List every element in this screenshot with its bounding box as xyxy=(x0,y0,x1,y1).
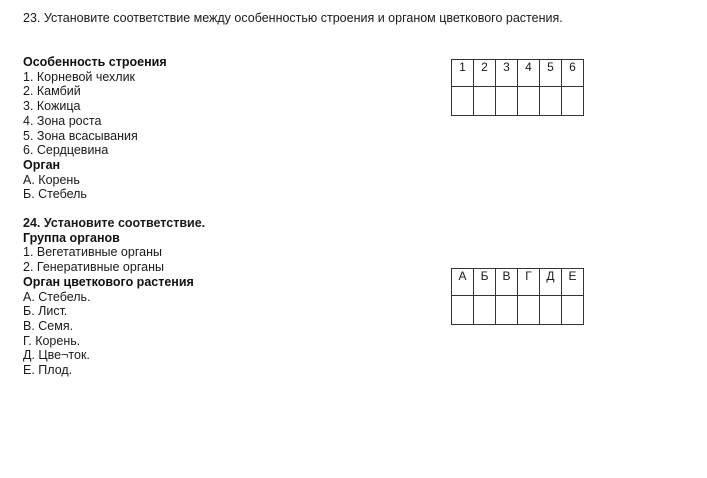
answer-table-header-row xyxy=(452,269,584,296)
question-23-title: 23. Установите соответствие между особенностью строения и органом цветкового растения. xyxy=(23,11,563,25)
answer-input-cell[interactable] xyxy=(474,296,496,325)
answer-input-cell[interactable] xyxy=(496,296,518,325)
answer-header-cell: Г xyxy=(518,269,540,296)
answer-input-cell[interactable] xyxy=(518,87,540,116)
question-23-body xyxy=(23,55,167,202)
answer-table-input-row xyxy=(452,296,584,325)
question-24-title: 24. Установите соответствие. xyxy=(23,216,206,230)
organ-item: Б. Стебель xyxy=(23,187,87,202)
answer-header-cell: Д xyxy=(540,269,562,296)
group-item: 2. Генеративные органы xyxy=(23,260,164,275)
feature-item: 1. Корневой чехлик xyxy=(23,69,136,84)
answer-input-cell[interactable] xyxy=(562,296,584,325)
features-heading: Особенность строения xyxy=(23,55,167,69)
plant-organ-item: Е. Плод. xyxy=(23,363,73,378)
organ-heading: Орган xyxy=(23,157,61,172)
answer-header-cell: 5 xyxy=(540,60,562,87)
plant-organ-item: Д. Цве¬ток. xyxy=(23,348,90,363)
answer-header-cell: В xyxy=(496,269,518,296)
answer-header-cell: 1 xyxy=(452,60,474,87)
answer-header-cell: 2 xyxy=(474,60,496,87)
organ-item: А. Корень xyxy=(23,172,80,187)
answer-input-cell[interactable] xyxy=(540,296,562,325)
answer-input-cell[interactable] xyxy=(562,87,584,116)
feature-item: 2. Камбий xyxy=(23,84,81,99)
answer-input-cell[interactable] xyxy=(518,296,540,325)
feature-item: 3. Кожица xyxy=(23,99,81,114)
answer-table-input-row xyxy=(452,87,584,116)
groups-heading: Группа органов xyxy=(23,230,120,245)
plant-organ-item: Г. Корень. xyxy=(23,333,81,348)
answer-header-cell: 6 xyxy=(562,60,584,87)
answer-input-cell[interactable] xyxy=(540,87,562,116)
answer-input-cell[interactable] xyxy=(452,296,474,325)
plant-organ-item: В. Семя. xyxy=(23,318,74,333)
feature-item: 6. Сердцевина xyxy=(23,143,109,158)
answer-header-cell: Б xyxy=(474,269,496,296)
answer-header-cell: Е xyxy=(562,269,584,296)
answer-table-header-row xyxy=(452,60,584,87)
answer-input-cell[interactable] xyxy=(474,87,496,116)
plant-organ-item: Б. Лист. xyxy=(23,304,68,319)
answer-input-cell[interactable] xyxy=(496,87,518,116)
answer-input-cell[interactable] xyxy=(452,87,474,116)
question-24-body xyxy=(23,216,205,378)
answer-table-24 xyxy=(451,268,584,325)
plant-organ-heading: Орган цветкового растения xyxy=(23,274,194,289)
answer-header-cell: 3 xyxy=(496,60,518,87)
answer-header-cell: А xyxy=(452,269,474,296)
feature-item: 4. Зона роста xyxy=(23,113,102,128)
plant-organ-item: А. Стебель. xyxy=(23,289,91,304)
answer-header-cell: 4 xyxy=(518,60,540,87)
feature-item: 5. Зона всасывания xyxy=(23,128,138,143)
group-item: 1. Вегетативные органы xyxy=(23,245,162,260)
answer-table-23 xyxy=(451,59,584,116)
